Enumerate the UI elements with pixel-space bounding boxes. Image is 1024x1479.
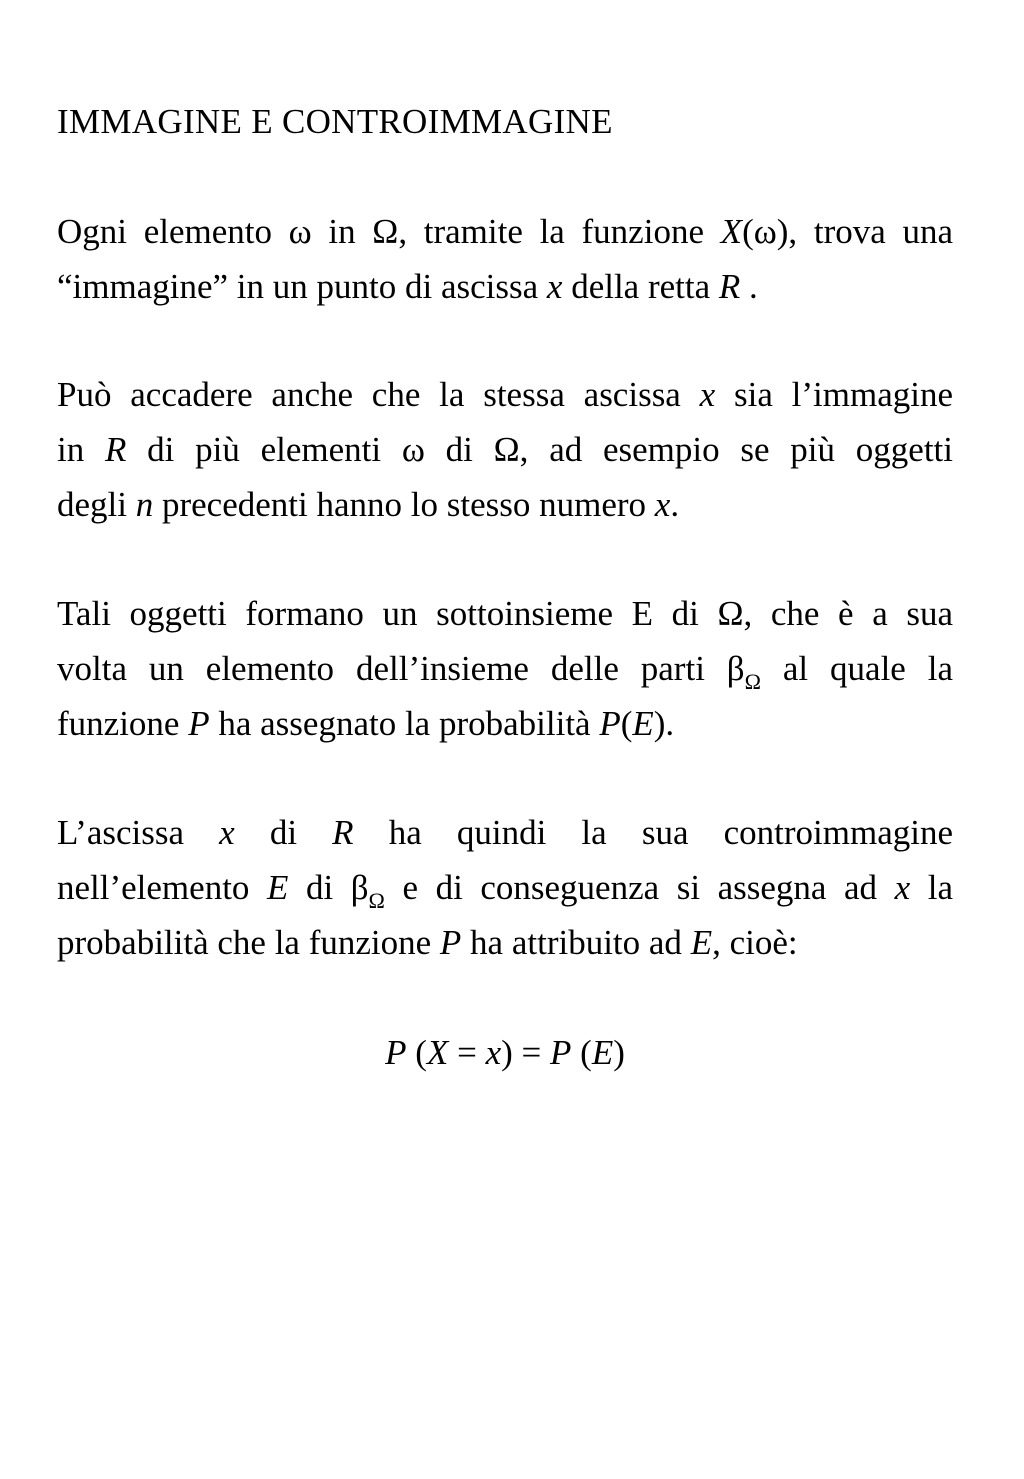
paragraph-line: volta un elemento dell’insieme delle parti $\beta_\Omega$ al quale la [57, 649, 953, 694]
paragraph-2 [57, 367, 953, 532]
paragraph-line: Tali oggetti formano un sottoinsieme E di Ω, che è a sua [57, 594, 953, 633]
paragraph-line: degli n precedenti hanno lo stesso numero x. [57, 485, 680, 524]
paragraph-line: nell’elemento E di $\beta_\Omega$ e di conseguenza si assegna ad x la [57, 868, 953, 913]
paragraph-line: Ogni elemento ω in Ω, tramite la funzione X(ω), trova una [57, 212, 953, 251]
probability-formula: P (X = x) = P (E) [385, 1033, 625, 1072]
paragraph-1 [57, 204, 953, 314]
paragraph-line: L’ascissa x di R ha quindi la sua controimmagine [57, 813, 953, 852]
paragraph-line: probabilità che la funzione P ha attribuito ad E, cioè: [57, 923, 798, 962]
page-title: IMMAGINE E CONTROIMMAGINE [57, 102, 613, 141]
paragraph-4 [57, 805, 953, 970]
paragraph-line: in R di più elementi ω di Ω, ad esempio se più oggetti [57, 430, 953, 469]
omega-subscript: Ω [744, 669, 761, 694]
paragraph-line: Può accadere anche che la stessa ascissa x sia l’immagine [57, 375, 953, 414]
paragraph-line: “immagine” in un punto di ascissa x della retta R . [57, 267, 758, 306]
paragraph-line: funzione P ha assegnato la probabilità P(E). [57, 704, 675, 743]
paragraph-3 [57, 586, 953, 751]
omega-subscript: Ω [368, 888, 385, 913]
